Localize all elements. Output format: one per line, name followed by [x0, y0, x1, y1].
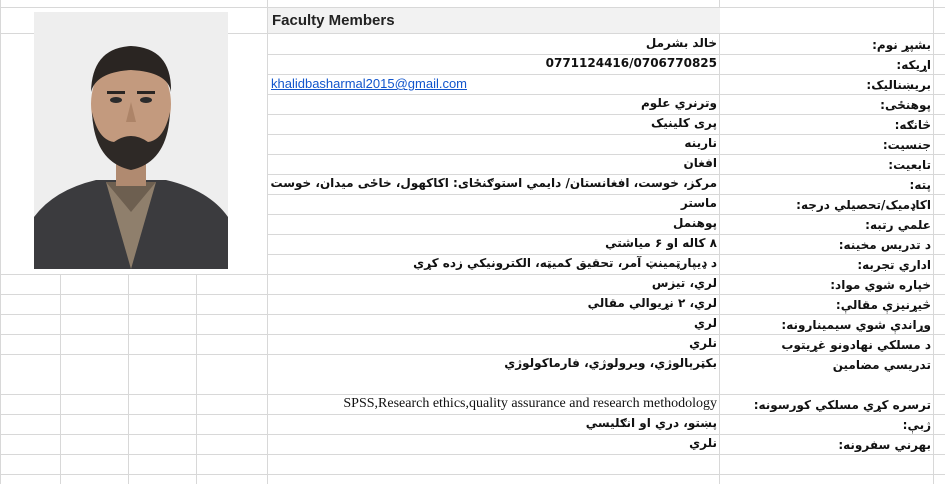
- grid-line: [0, 414, 945, 415]
- row-label[interactable]: خپاره شوي مواد:: [830, 278, 931, 292]
- table-row[interactable]: [268, 296, 945, 314]
- grid-line: [0, 354, 945, 355]
- row-label[interactable]: وړاندې شوي سیمینارونه:: [781, 318, 931, 332]
- grid-line: [0, 314, 945, 315]
- grid-line: [60, 275, 61, 484]
- table-row[interactable]: [268, 316, 945, 334]
- grid-line: [268, 74, 945, 75]
- grid-line: [268, 154, 945, 155]
- table-row[interactable]: [268, 136, 945, 154]
- grid-line: [0, 454, 945, 455]
- table-row[interactable]: [268, 256, 945, 274]
- grid-line: [128, 275, 129, 484]
- table-row[interactable]: [268, 76, 945, 94]
- row-value[interactable]: مرکز، خوست، افغانستان/ دایمي استوګنځای: اکاکهول، خاځی میدان، خوست: [270, 176, 717, 190]
- row-value[interactable]: لري، تیزس: [651, 276, 717, 290]
- row-value[interactable]: لري، ۲ نړیوالې مقالې: [587, 296, 717, 310]
- table-row[interactable]: [268, 196, 945, 214]
- table-row[interactable]: [268, 156, 945, 174]
- table-row[interactable]: [268, 276, 945, 294]
- row-value[interactable]: SPSS,Research ethics,quality assurance and research methodology: [343, 396, 717, 411]
- row-label[interactable]: څانګه:: [894, 118, 931, 132]
- row-value[interactable]: لري: [694, 316, 717, 330]
- table-row[interactable]: [268, 396, 945, 414]
- grid-line: [0, 334, 945, 335]
- row-label[interactable]: د تدریس مخینه:: [838, 238, 931, 252]
- table-row[interactable]: [268, 416, 945, 434]
- row-value[interactable]: پښتو، دري او انګلیسي: [585, 416, 717, 430]
- row-label[interactable]: ژبې:: [902, 418, 931, 432]
- row-value[interactable]: نارینه: [684, 136, 717, 150]
- grid-line: [0, 474, 945, 475]
- row-value[interactable]: پری کلینیک: [650, 116, 717, 130]
- table-row[interactable]: [268, 236, 945, 254]
- row-value[interactable]: ماستر: [680, 196, 717, 210]
- table-row[interactable]: [268, 436, 945, 454]
- row-label[interactable]: تدریسي مضامین: [832, 358, 931, 372]
- row-label[interactable]: بریښنالیک:: [866, 78, 931, 92]
- grid-line: [0, 294, 945, 295]
- row-value[interactable]: افغان: [683, 156, 717, 170]
- row-label[interactable]: بشپړ نوم:: [872, 38, 931, 52]
- grid-line: [268, 254, 945, 255]
- row-value[interactable]: ۸ کاله او ۶ میاشتې: [605, 236, 717, 250]
- table-row[interactable]: [268, 216, 945, 234]
- row-label[interactable]: اړیکه:: [896, 58, 931, 72]
- row-label[interactable]: بهرني سفرونه:: [838, 438, 931, 452]
- row-label[interactable]: ترسره کړي مسلکي کورسونه:: [753, 398, 931, 412]
- row-value[interactable]: پوهنمل: [672, 216, 717, 230]
- row-value[interactable]: بکټرېالوژي، ویرولوژي، فارماکولوژي: [504, 356, 717, 370]
- row-label[interactable]: اداري تجربه:: [857, 258, 931, 272]
- table-row[interactable]: [268, 176, 945, 194]
- grid-line: [196, 275, 197, 484]
- row-label[interactable]: پته:: [909, 178, 931, 192]
- table-row[interactable]: [268, 36, 945, 54]
- row-label[interactable]: څیړنیزې مقالې:: [835, 298, 931, 312]
- row-label[interactable]: تابعیت:: [888, 158, 931, 172]
- table-row[interactable]: [268, 356, 945, 374]
- row-value[interactable]: نلري: [689, 336, 717, 350]
- grid-line: [268, 54, 945, 55]
- email-link[interactable]: khalidbasharmal2015@gmail.com: [271, 76, 468, 91]
- grid-line: [268, 234, 945, 235]
- row-value[interactable]: وترنري علوم: [641, 96, 717, 110]
- table-row[interactable]: [268, 116, 945, 134]
- table-row[interactable]: [268, 96, 945, 114]
- grid-line: [0, 394, 945, 395]
- profile-photo: [34, 12, 228, 269]
- grid-line: [268, 114, 945, 115]
- grid-line: [268, 174, 945, 175]
- grid-line: [268, 134, 945, 135]
- grid-line: [268, 94, 945, 95]
- grid-line: [0, 434, 945, 435]
- grid-line: [268, 214, 945, 215]
- grid-line: [0, 0, 1, 484]
- row-label[interactable]: پوهنځی:: [880, 98, 931, 112]
- row-label[interactable]: جنسیت:: [882, 138, 931, 152]
- row-label[interactable]: د مسلکي نهادونو غړیتوب: [781, 338, 931, 352]
- table-row[interactable]: [268, 336, 945, 354]
- row-label[interactable]: اکاډمیک/تحصیلي درجه:: [796, 198, 931, 212]
- table-row[interactable]: [268, 56, 945, 74]
- row-value[interactable]: خالد بشرمل: [645, 36, 717, 50]
- row-value[interactable]: نلري: [689, 436, 717, 450]
- row-value[interactable]: 0771124416/0706770825: [545, 56, 717, 70]
- row-label[interactable]: علمي رتبه:: [865, 218, 931, 232]
- row-value[interactable]: د ډیپارټمینټ آمر، تحقیق کمیټه، الکترونیکي زده کړې: [413, 256, 717, 270]
- sheet-title: Faculty Members: [268, 8, 720, 33]
- grid-line: [0, 274, 945, 275]
- grid-line: [268, 194, 945, 195]
- portrait-illustration: [34, 12, 228, 269]
